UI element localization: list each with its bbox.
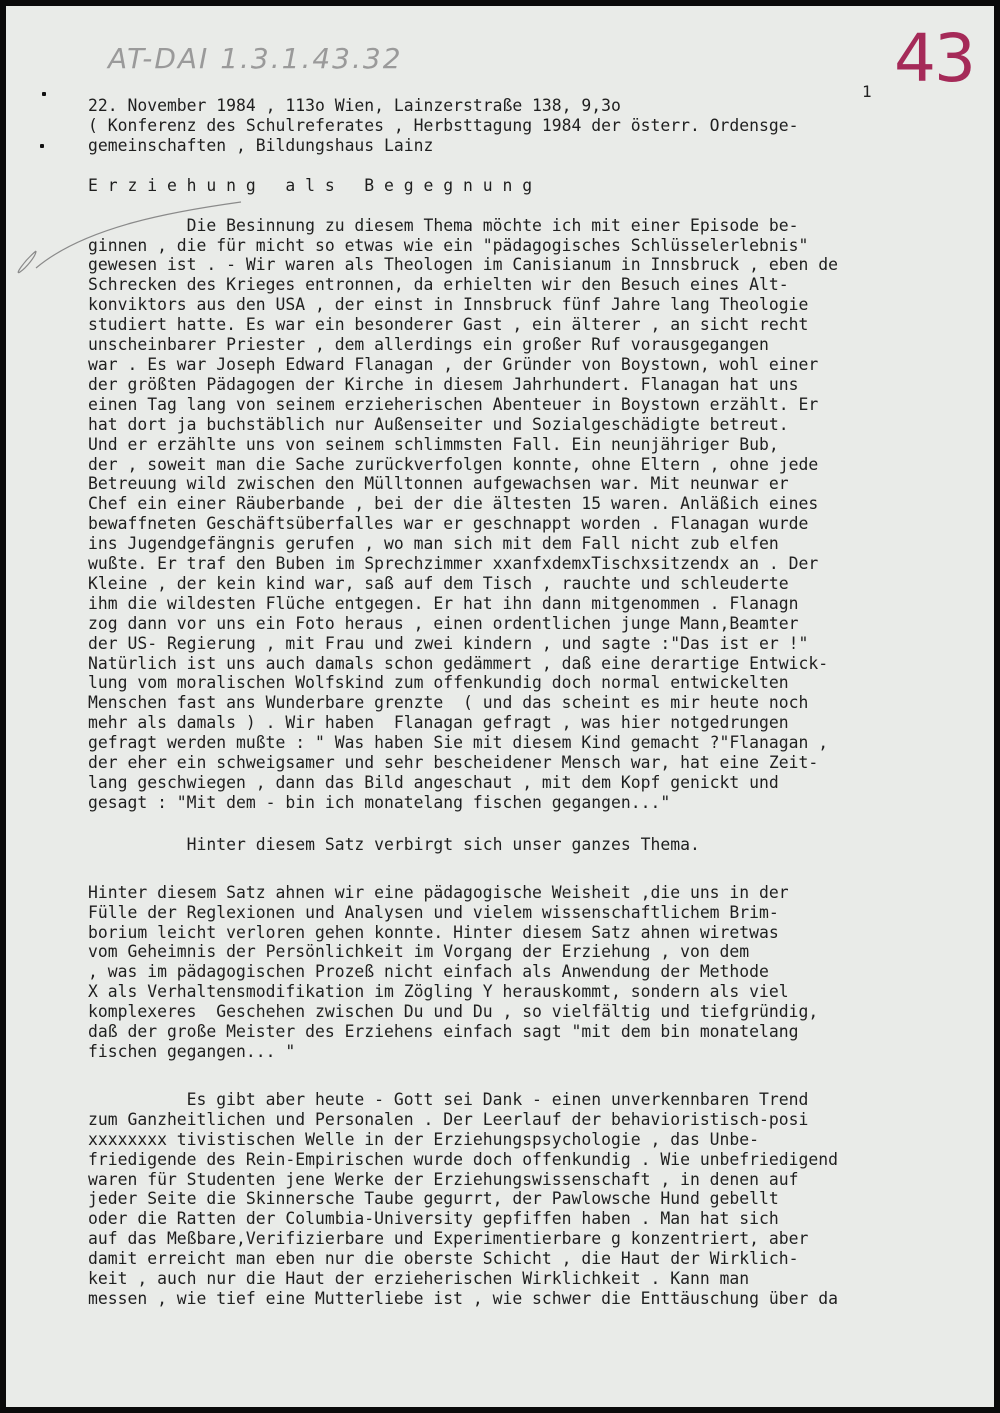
text-line: komplexeres Geschehen zwischen Du und Du , so vielfältig und tiefgründig,	[88, 1002, 819, 1022]
text-line: Menschen fast ans Wunderbare grenzte ( und das scheint es mir heute noch	[88, 693, 809, 713]
text-line: oder die Ratten der Columbia-University gepfiffen haben . Man hat sich	[88, 1209, 779, 1229]
margin-dot	[42, 92, 46, 96]
paragraph-episode	[88, 216, 988, 813]
text-line: ins Jugendgefängnis gerufen , wo man sich mit dem Fall nicht zub elfen	[88, 534, 779, 554]
centered-sentence: Hinter diesem Satz verbirgt sich unser ganzes Thema.	[88, 834, 700, 854]
text-line: der , soweit man die Sache zurückverfolgen konnte, ohne Eltern , ohne jede	[88, 454, 819, 474]
text-line: damit erreicht man eben nur die oberste Schicht , die Haut der Wirklich-	[88, 1249, 799, 1269]
text-line: unscheinbarer Priester , dem allerdings ein großer Ruf vorausgegangen	[88, 335, 769, 355]
text-line: lung vom moralischen Wolfskind zum offenkundig doch normal entwickelten	[88, 673, 789, 693]
text-line: waren für Studenten jene Werke der Erziehungswissenschaft , in denen auf	[88, 1169, 799, 1189]
text-line: messen , wie tief eine Mutterliebe ist , wie schwer die Enttäuschung über da	[88, 1288, 838, 1308]
text-line: xxxxxxxx tivistischen Welle in der Erziehungspsychologie , das Unbe-	[88, 1129, 760, 1149]
text-line: , was im pädagogischen Prozeß nicht einfach als Anwendung der Methode	[88, 962, 769, 982]
text-line: Und er erzählte uns von seinem schlimmsten Fall. Ein neunjähriger Bub,	[88, 434, 779, 454]
text-line: hat dort ja buchstäblich nur Außenseiter und Sozialgeschädigte betreut.	[88, 414, 789, 434]
text-line: fischen gegangen... "	[88, 1041, 296, 1061]
text-line: der größten Pädagogen der Kirche in diesem Jahrhundert. Flanagan hat uns	[88, 374, 799, 394]
text-line: zog dann vor uns ein Foto heraus , einen ordentlichen junge Mann,Beamter	[88, 613, 799, 633]
text-line: einen Tag lang von seinem erzieherischen Abenteuer in Boystown erzählt. Er	[88, 394, 819, 414]
text-line: friedigende des Rein-Empirischen wurde doch offenkundig . Wie unbefriedigend	[88, 1149, 838, 1169]
text-line: borium leicht verloren gehen konnte. Hinter diesem Satz ahnen wiretwas	[88, 922, 779, 942]
archive-signature: AT-DAI 1.3.1.43.32	[108, 42, 403, 75]
text-line: gewesen ist . - Wir waren als Theologen im Canisianum in Innsbruck , eben de	[88, 255, 838, 275]
margin-dot	[40, 144, 44, 148]
text-line: zum Ganzheitlichen und Personalen . Der Leerlauf der behavioristisch-posi	[88, 1109, 809, 1129]
text-line: Natürlich ist uns auch damals schon gedämmert , daß eine derartige Entwick-	[88, 653, 829, 673]
text-line: studiert hatte. Es war ein besonderer Gast , ein älterer , an sicht recht	[88, 315, 809, 335]
text-line: Kleine , der kein kind war, saß auf dem Tisch , rauchte und schleuderte	[88, 573, 789, 593]
text-line: wußte. Er traf den Buben im Sprechzimmer xxanfxdemxTischxsitzendx an . Der	[88, 554, 819, 574]
text-line: X als Verhaltensmodifikation im Zögling Y herauskommt, sondern als viel	[88, 982, 789, 1002]
typed-text	[88, 96, 988, 1309]
text-line: Schrecken des Krieges entronnen, da erhielten wir den Besuch eines Alt-	[88, 275, 789, 295]
header-line: gemeinschaften , Bildungshaus Lainz	[88, 135, 434, 155]
document-page	[6, 6, 994, 1407]
text-line: ginnen , die für micht so etwas wie ein "pädagogisches Schlüsselerlebnis"	[88, 235, 809, 255]
text-line: mehr als damals ) . Wir haben Flanagan gefragt , was hier notgedrungen	[88, 713, 789, 733]
page-number: 1	[862, 82, 872, 101]
text-line: Betreuung wild zwischen den Mülltonnen aufgewachsen war. Mit neunwar er	[88, 474, 789, 494]
text-line: jeder Seite die Skinnersche Taube gegurrt, der Pawlowsche Hund gebellt	[88, 1189, 779, 1209]
text-line: bewaffneten Geschäftsüberfalles war er geschnappt worden . Flanagan wurde	[88, 514, 809, 534]
text-line: daß der große Meister des Erziehens einfach sagt "mit dem bin monatelang	[88, 1022, 799, 1042]
document-title: E r z i e h u n g a l s B e g e g n u n g	[88, 175, 533, 195]
text-line: konviktors aus den USA , der einst in Innsbruck fünf Jahre lang Theologie	[88, 295, 809, 315]
text-line: gefragt werden mußte : " Was haben Sie mit diesem Kind gemacht ?"Flanagan ,	[88, 733, 829, 753]
header-line: ( Konferenz des Schulreferates , Herbsttagung 1984 der österr. Ordensge-	[88, 115, 799, 135]
text-line: der US- Regierung , mit Frau und zwei kindern , und sagte :"Das ist er !"	[88, 633, 809, 653]
text-line: lang geschwiegen , dann das Bild angeschaut , mit dem Kopf genickt und	[88, 773, 779, 792]
text-line: keit , auch nur die Haut der erzieherischen Wirklichkeit . Kann man	[88, 1269, 750, 1289]
folio-number: 43	[894, 20, 974, 97]
paragraph-wisdom	[88, 883, 988, 1062]
text-line: Hinter diesem Satz ahnen wir eine pädagogische Weisheit ,die uns in der	[88, 882, 789, 902]
text-line: Die Besinnung zu diesem Thema möchte ich mit einer Episode be-	[88, 215, 799, 235]
header-line: 22. November 1984 , 113o Wien, Lainzerstraße 138, 9,3o	[88, 96, 621, 115]
text-line: vom Geheimnis der Persönlichkeit im Vorgang der Erziehung , von dem	[88, 942, 750, 962]
text-line: Chef ein einer Räuberbande , bei der die ältesten 15 waren. Anläßich eines	[88, 494, 819, 514]
text-line: Es gibt aber heute - Gott sei Dank - einen unverkennbaren Trend	[88, 1089, 809, 1109]
text-line: auf das Meßbare,Verifizierbare und Experimentierbare g konzentriert, aber	[88, 1229, 809, 1249]
text-line: gesagt : "Mit dem - bin ich monatelang fischen gegangen..."	[88, 792, 671, 812]
text-line: war . Es war Joseph Edward Flanagan , der Gründer von Boystown, wohl einer	[88, 354, 819, 374]
paragraph-trend	[88, 1090, 988, 1309]
text-line: ihm die wildesten Flüche entgegen. Er hat ihn dann mitgenommen . Flanagn	[88, 593, 799, 613]
text-line: der eher ein schweigsamer und sehr bescheidener Mensch war, hat eine Zeit-	[88, 753, 819, 773]
text-line: Fülle der Reglexionen und Analysen und vielem wissenschaftlichem Brim-	[88, 902, 779, 922]
